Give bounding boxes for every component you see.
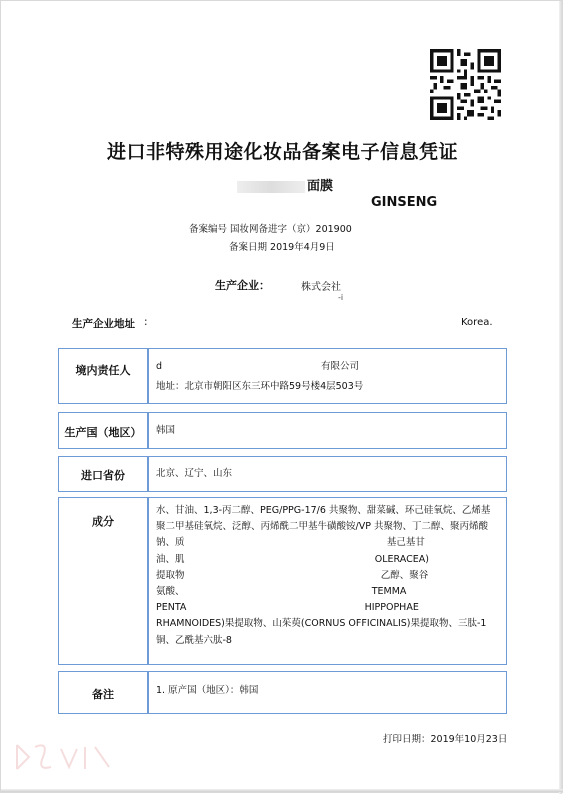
ingredients-line: 氨酸、 TEMMA (156, 586, 407, 598)
ingredients-line: 油、肌 OLERACEA) (156, 553, 429, 565)
registration-date: 备案日期 2019年4月9日 (229, 242, 335, 253)
country-label: 生产国（地区） (64, 426, 142, 439)
responsible-value-box (148, 348, 507, 404)
ingredients-line: 钠、质 基己基甘 (156, 537, 425, 549)
redacted-product-name (237, 181, 305, 193)
manufacturer-address-colon: : (144, 316, 148, 328)
remarks-label: 备注 (92, 688, 114, 701)
country-value-box (148, 412, 507, 449)
ingredients-label: 成分 (92, 515, 114, 528)
ingredients-text (156, 503, 500, 649)
document-title: 进口非特殊用途化妆品备案电子信息凭证 (106, 141, 458, 163)
product-brand: GINSENG (371, 195, 438, 210)
remarks-value: 1. 原产国（地区）：韩国 (156, 685, 259, 696)
product-name (237, 175, 333, 194)
province-label: 进口省份 (81, 469, 125, 482)
product-name-suffix: 面膜 (307, 179, 334, 194)
ingredients-line: 铜、乙酰基六肽-8 (156, 634, 232, 646)
ingredients-line: 聚二甲基硅氧烷、泛醇、丙烯酰二甲基牛磺酸铵/VP 共聚物、丁二醇、聚丙烯酸 (156, 521, 488, 533)
province-value: 北京、辽宁、山东 (156, 468, 233, 479)
ingredients-line: 水、甘油、1,3-丙二醇、PEG/PPG-17/6 共聚物、甜菜碱、环己硅氧烷、乙烯基 (156, 505, 491, 516)
ingredients-line: 提取物 乙醇、聚谷 (156, 569, 429, 581)
responsible-address: 地址：北京市朝阳区东三环中路59号楼4层503号 (156, 381, 364, 392)
print-date: 打印日期：2019年10月23日 (383, 734, 508, 745)
registration-number: 备案编号 国妆网备进字（京）201900 (189, 224, 352, 235)
qr-code-icon (430, 49, 501, 120)
page-shadow-bottom (1, 789, 563, 792)
responsible-label: 境内责任人 (75, 364, 131, 377)
page-shadow-right (559, 1, 562, 794)
country-value: 韩国 (156, 425, 176, 436)
manufacturer-address-value: Korea. (461, 317, 493, 328)
watermark-logo (9, 737, 119, 777)
ingredients-line: PENTA HIPPOPHAE (156, 602, 419, 614)
responsible-name-start: d (156, 361, 163, 372)
responsible-name-end: 有限公司 (321, 361, 360, 372)
manufacturer-label: 生产企业： (215, 279, 270, 292)
manufacturer-mark: -i (338, 293, 344, 302)
ingredients-line: RHAMNOIDES)果提取物、山茱萸(CORNUS OFFICINALIS)果提取物、三肽-1 (156, 618, 487, 630)
manufacturer-value: 株式会社 (301, 282, 341, 293)
manufacturer-address-label: 生产企业地址 (72, 318, 135, 330)
